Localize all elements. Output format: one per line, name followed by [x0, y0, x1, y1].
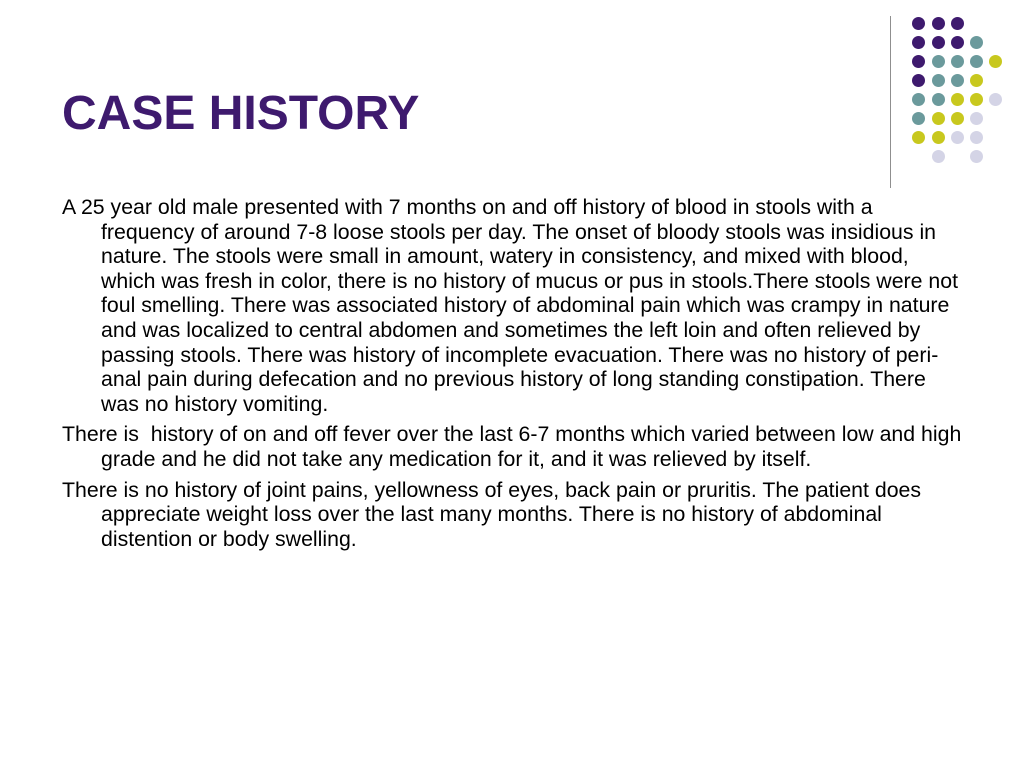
decorative-dot	[951, 131, 964, 144]
decorative-dot	[970, 36, 983, 49]
decorative-dot	[951, 17, 964, 30]
decorative-dot	[951, 112, 964, 125]
decorative-dot	[912, 17, 925, 30]
paragraph-negative-history: There is no history of joint pains, yellowness of eyes, back pain or pruritis. The patient does appreciate weight loss over the last many months. There is no history of abdominal distention or body swelling.	[62, 477, 927, 551]
decorative-dot	[932, 17, 945, 30]
slide-title: CASE HISTORY	[62, 87, 420, 140]
decorative-dot	[989, 55, 1002, 68]
decorative-dot	[932, 55, 945, 68]
decorative-dot	[970, 93, 983, 106]
decorative-dot	[932, 131, 945, 144]
decorative-dot	[912, 74, 925, 87]
decorative-dot	[970, 131, 983, 144]
decorative-dot	[951, 55, 964, 68]
decorative-dot	[932, 36, 945, 49]
decorative-dot	[970, 74, 983, 87]
decorative-dot	[932, 150, 945, 163]
decorative-dot	[951, 74, 964, 87]
decorative-dot	[912, 93, 925, 106]
decorative-dot	[951, 93, 964, 106]
slide-body	[62, 195, 968, 557]
decorative-dot	[970, 150, 983, 163]
paragraph-fever-history: There is history of on and off fever over the last 6-7 months which varied between low and high grade and he did not take any medication for it, and it was relieved by itself.	[62, 422, 968, 471]
title-divider-line	[890, 16, 891, 188]
decorative-dot	[912, 55, 925, 68]
decorative-dot	[951, 36, 964, 49]
decorative-dot	[932, 74, 945, 87]
decorative-dot	[912, 112, 925, 125]
decorative-dot	[912, 131, 925, 144]
decorative-dot	[970, 112, 983, 125]
paragraph-presenting-complaint: A 25 year old male presented with 7 months on and off history of blood in stools with a frequency of around 7-8 loose stools per day. The onset of bloody stools was insidious in nature. The stools were small in amount, watery in consistency, and mixed with blood, which was fresh in color, there is no history of mucus or pus in stools.There stools were not foul smelling. There was associated history of abdominal pain which was crampy in nature and was localized to central abdomen and sometimes the left loin and often relieved by passing stools. There was history of incomplete evacuation. There was no history of peri-anal pain during defecation and no previous history of long standing constipation. There was no history vomiting.	[62, 195, 964, 416]
decorative-dot	[912, 36, 925, 49]
decorative-dot	[932, 93, 945, 106]
decorative-dot	[989, 93, 1002, 106]
decorative-dot	[932, 112, 945, 125]
decorative-dot	[970, 55, 983, 68]
